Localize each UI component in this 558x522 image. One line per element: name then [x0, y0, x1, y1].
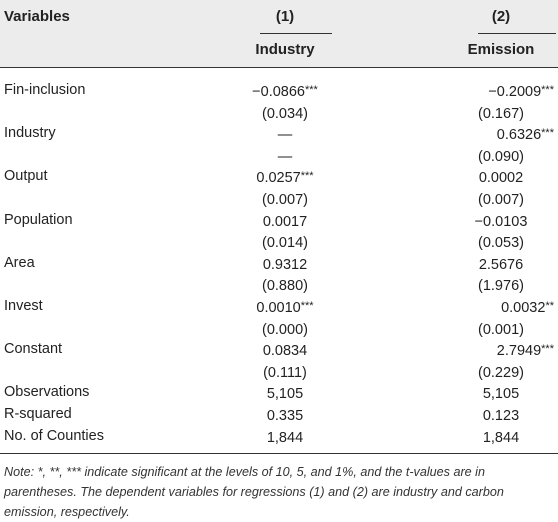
value-text: 0.335	[266, 408, 304, 424]
column-1-number: (1)	[275, 8, 295, 25]
value-text: (0.000)	[262, 322, 308, 338]
row-value-industry	[232, 273, 338, 297]
value-text: 5,105	[482, 386, 520, 402]
significance-stars: **	[545, 300, 554, 312]
value-text: 0.0002	[478, 170, 524, 186]
row-label: Observations	[4, 384, 90, 400]
value-text: (0.167)	[478, 106, 524, 122]
row-value-industry	[232, 425, 338, 449]
value-text: (0.880)	[262, 278, 308, 294]
row-value-industry	[232, 187, 338, 211]
row-label: No. of Counties	[4, 428, 104, 444]
value-text: (0.053)	[478, 235, 524, 251]
significance-stars: ***	[541, 343, 554, 355]
value-text: —	[277, 127, 293, 143]
value-text: −0.2009	[488, 84, 542, 100]
row-value-emission	[448, 230, 554, 254]
row-label: Invest	[4, 298, 43, 314]
value-text: (0.229)	[478, 365, 524, 381]
row-value-emission	[448, 403, 554, 427]
value-text: 0.6326	[496, 127, 542, 143]
row-value-emission	[448, 381, 554, 405]
value-text: (1.976)	[478, 278, 524, 294]
row-label: Constant	[4, 341, 63, 357]
table-bottom-rule	[0, 453, 558, 454]
value-text: —	[277, 149, 293, 165]
value-text: (0.007)	[478, 192, 524, 208]
value-text: (0.007)	[262, 192, 308, 208]
value-text: −0.0103	[474, 214, 528, 230]
row-value-industry	[232, 403, 338, 427]
row-value-emission	[440, 295, 554, 319]
row-value-emission	[448, 187, 554, 211]
row-label: R-squared	[4, 406, 72, 422]
column-1-name: Industry	[255, 41, 315, 58]
column-2-name: Emission	[467, 41, 535, 58]
value-text: (0.090)	[478, 149, 524, 165]
row-value-emission	[448, 425, 554, 449]
value-text: 0.123	[482, 408, 520, 424]
value-text: 1,844	[482, 430, 520, 446]
row-value-emission	[440, 122, 554, 146]
value-text: 0.0017	[262, 214, 308, 230]
value-text: 2.7949	[496, 343, 542, 359]
value-text: 1,844	[266, 430, 304, 446]
row-value-industry	[232, 122, 338, 146]
row-value-emission	[448, 165, 554, 189]
row-label: Fin-inclusion	[4, 82, 86, 98]
row-value-industry	[232, 338, 338, 362]
significance-stars: ***	[541, 127, 554, 139]
value-text: (0.034)	[262, 106, 308, 122]
value-text: 2.5676	[478, 257, 524, 273]
significance-stars: ***	[300, 170, 314, 182]
row-label: Population	[4, 212, 73, 228]
column-2-number: (2)	[491, 8, 511, 25]
column-2-underline	[478, 33, 556, 34]
value-text: −0.0866	[252, 84, 305, 100]
row-label: Industry	[4, 125, 56, 141]
row-value-industry	[232, 381, 338, 405]
value-text: 5,105	[266, 386, 304, 402]
value-text: (0.111)	[263, 365, 307, 381]
row-value-emission	[448, 273, 554, 297]
variables-header: Variables	[4, 8, 70, 25]
column-1-underline	[260, 33, 332, 34]
value-text: 0.0032	[501, 300, 546, 316]
significance-stars: ***	[300, 300, 314, 312]
table-note: Note: *, **, *** indicate significant at the levels of 10, 5, and 1%, and the t-values are in parentheses. The dependent variables for regressions (1) and (2) are industry and carbon emission, respectively.	[4, 465, 504, 519]
row-value-emission	[440, 338, 554, 362]
significance-stars: ***	[304, 84, 318, 96]
row-value-emission	[440, 79, 554, 103]
value-text: 0.0257	[256, 170, 301, 186]
row-value-industry	[232, 295, 338, 319]
row-label: Output	[4, 168, 48, 184]
value-text: 0.9312	[262, 257, 308, 273]
value-text: 0.0834	[262, 343, 308, 359]
value-text: (0.001)	[478, 322, 524, 338]
row-value-industry	[232, 79, 338, 103]
row-label: Area	[4, 255, 35, 271]
significance-stars: ***	[541, 84, 554, 96]
value-text: (0.014)	[262, 235, 308, 251]
header-bottom-rule	[0, 67, 558, 68]
row-value-industry	[232, 165, 338, 189]
value-text: 0.0010	[256, 300, 301, 316]
row-value-industry	[232, 230, 338, 254]
